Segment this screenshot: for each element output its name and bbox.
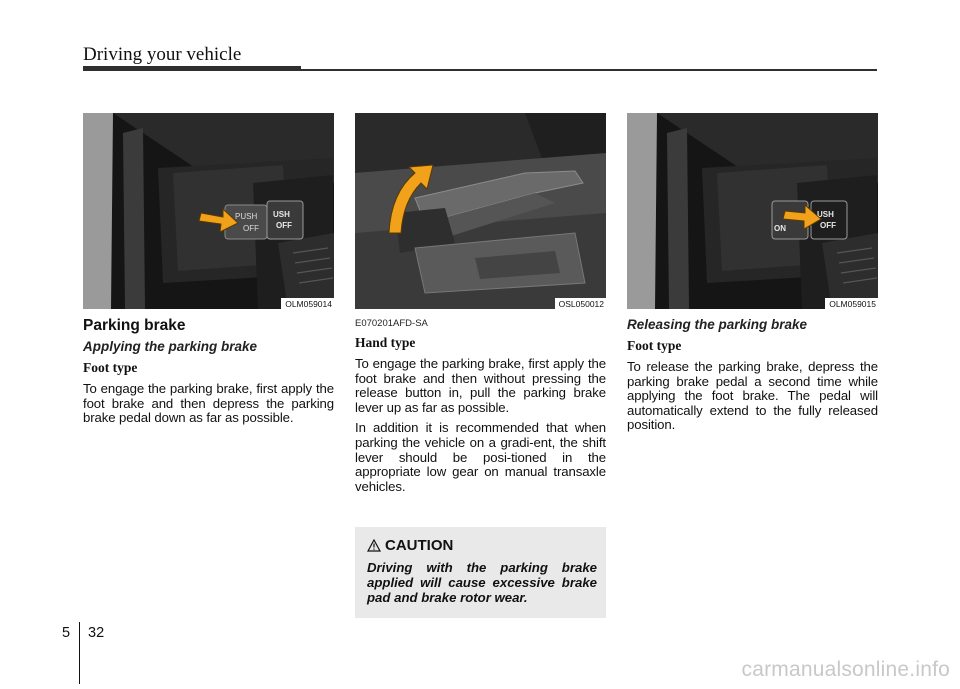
photo-label: OFF <box>243 224 259 233</box>
photo-label: OFF <box>820 221 836 230</box>
watermark: carmanualsonline.info <box>741 658 950 681</box>
caution-box <box>355 527 606 618</box>
header-rule <box>83 66 301 71</box>
caution-text: Driving with the parking brake applied will cause excessive brake pad and brake rotor wear. <box>367 560 597 605</box>
column-left <box>83 113 334 426</box>
photo-label: USH <box>273 210 290 219</box>
column-right <box>627 113 878 433</box>
hand-brake-lever-illustration <box>355 113 606 309</box>
paragraph: In addition it is recommended that when parking the vehicle on a gradi-ent, the shift lever should be posi-tioned in the appropriate low gear on manual transaxle vehicles. <box>355 420 606 494</box>
photo-code: OSL050012 <box>555 298 606 309</box>
photo-label: PUSH <box>235 212 258 221</box>
column-middle <box>355 113 606 494</box>
type-label: Foot type <box>627 338 682 353</box>
page-number: 32 <box>88 625 105 641</box>
photo-label: OFF <box>276 221 292 230</box>
chapter-number: 5 <box>62 625 71 641</box>
section-title: Parking brake <box>83 317 186 334</box>
type-label: Foot type <box>83 360 138 375</box>
subsection-title: Releasing the parking brake <box>627 317 808 332</box>
photo-foot-brake-release <box>627 113 878 309</box>
parking-brake-pedal-illustration <box>83 113 334 309</box>
footer-divider <box>79 622 80 684</box>
photo-label: ON <box>774 224 786 233</box>
caution-title: CAUTION <box>385 537 454 554</box>
photo-code: OLM059015 <box>825 298 878 309</box>
type-label: Hand type <box>355 335 416 350</box>
photo-code: OLM059014 <box>281 298 334 309</box>
parking-brake-release-illustration <box>627 113 878 309</box>
warning-triangle-icon <box>367 539 381 552</box>
header-title: Driving your vehicle <box>83 44 242 65</box>
paragraph: To release the parking brake, depress the parking brake pedal a second time while applying the foot brake. The pedal will automatically extend to the fully released position. <box>627 359 878 433</box>
paragraph: To engage the parking brake, first apply the foot brake and then without pressing the release button in, pull the parking brake lever up as far as possible. <box>355 356 606 415</box>
subsection-title: Applying the parking brake <box>83 339 258 354</box>
photo-foot-brake-apply <box>83 113 334 309</box>
paragraph: To engage the parking brake, first apply the foot brake and then depress the parking brake pedal down as far as possible. <box>83 381 334 426</box>
caution-header <box>367 537 453 555</box>
reference-code: E070201AFD-SA <box>355 318 428 329</box>
photo-label: USH <box>817 210 834 219</box>
header-rule-thin <box>301 69 877 71</box>
photo-hand-brake <box>355 113 606 309</box>
